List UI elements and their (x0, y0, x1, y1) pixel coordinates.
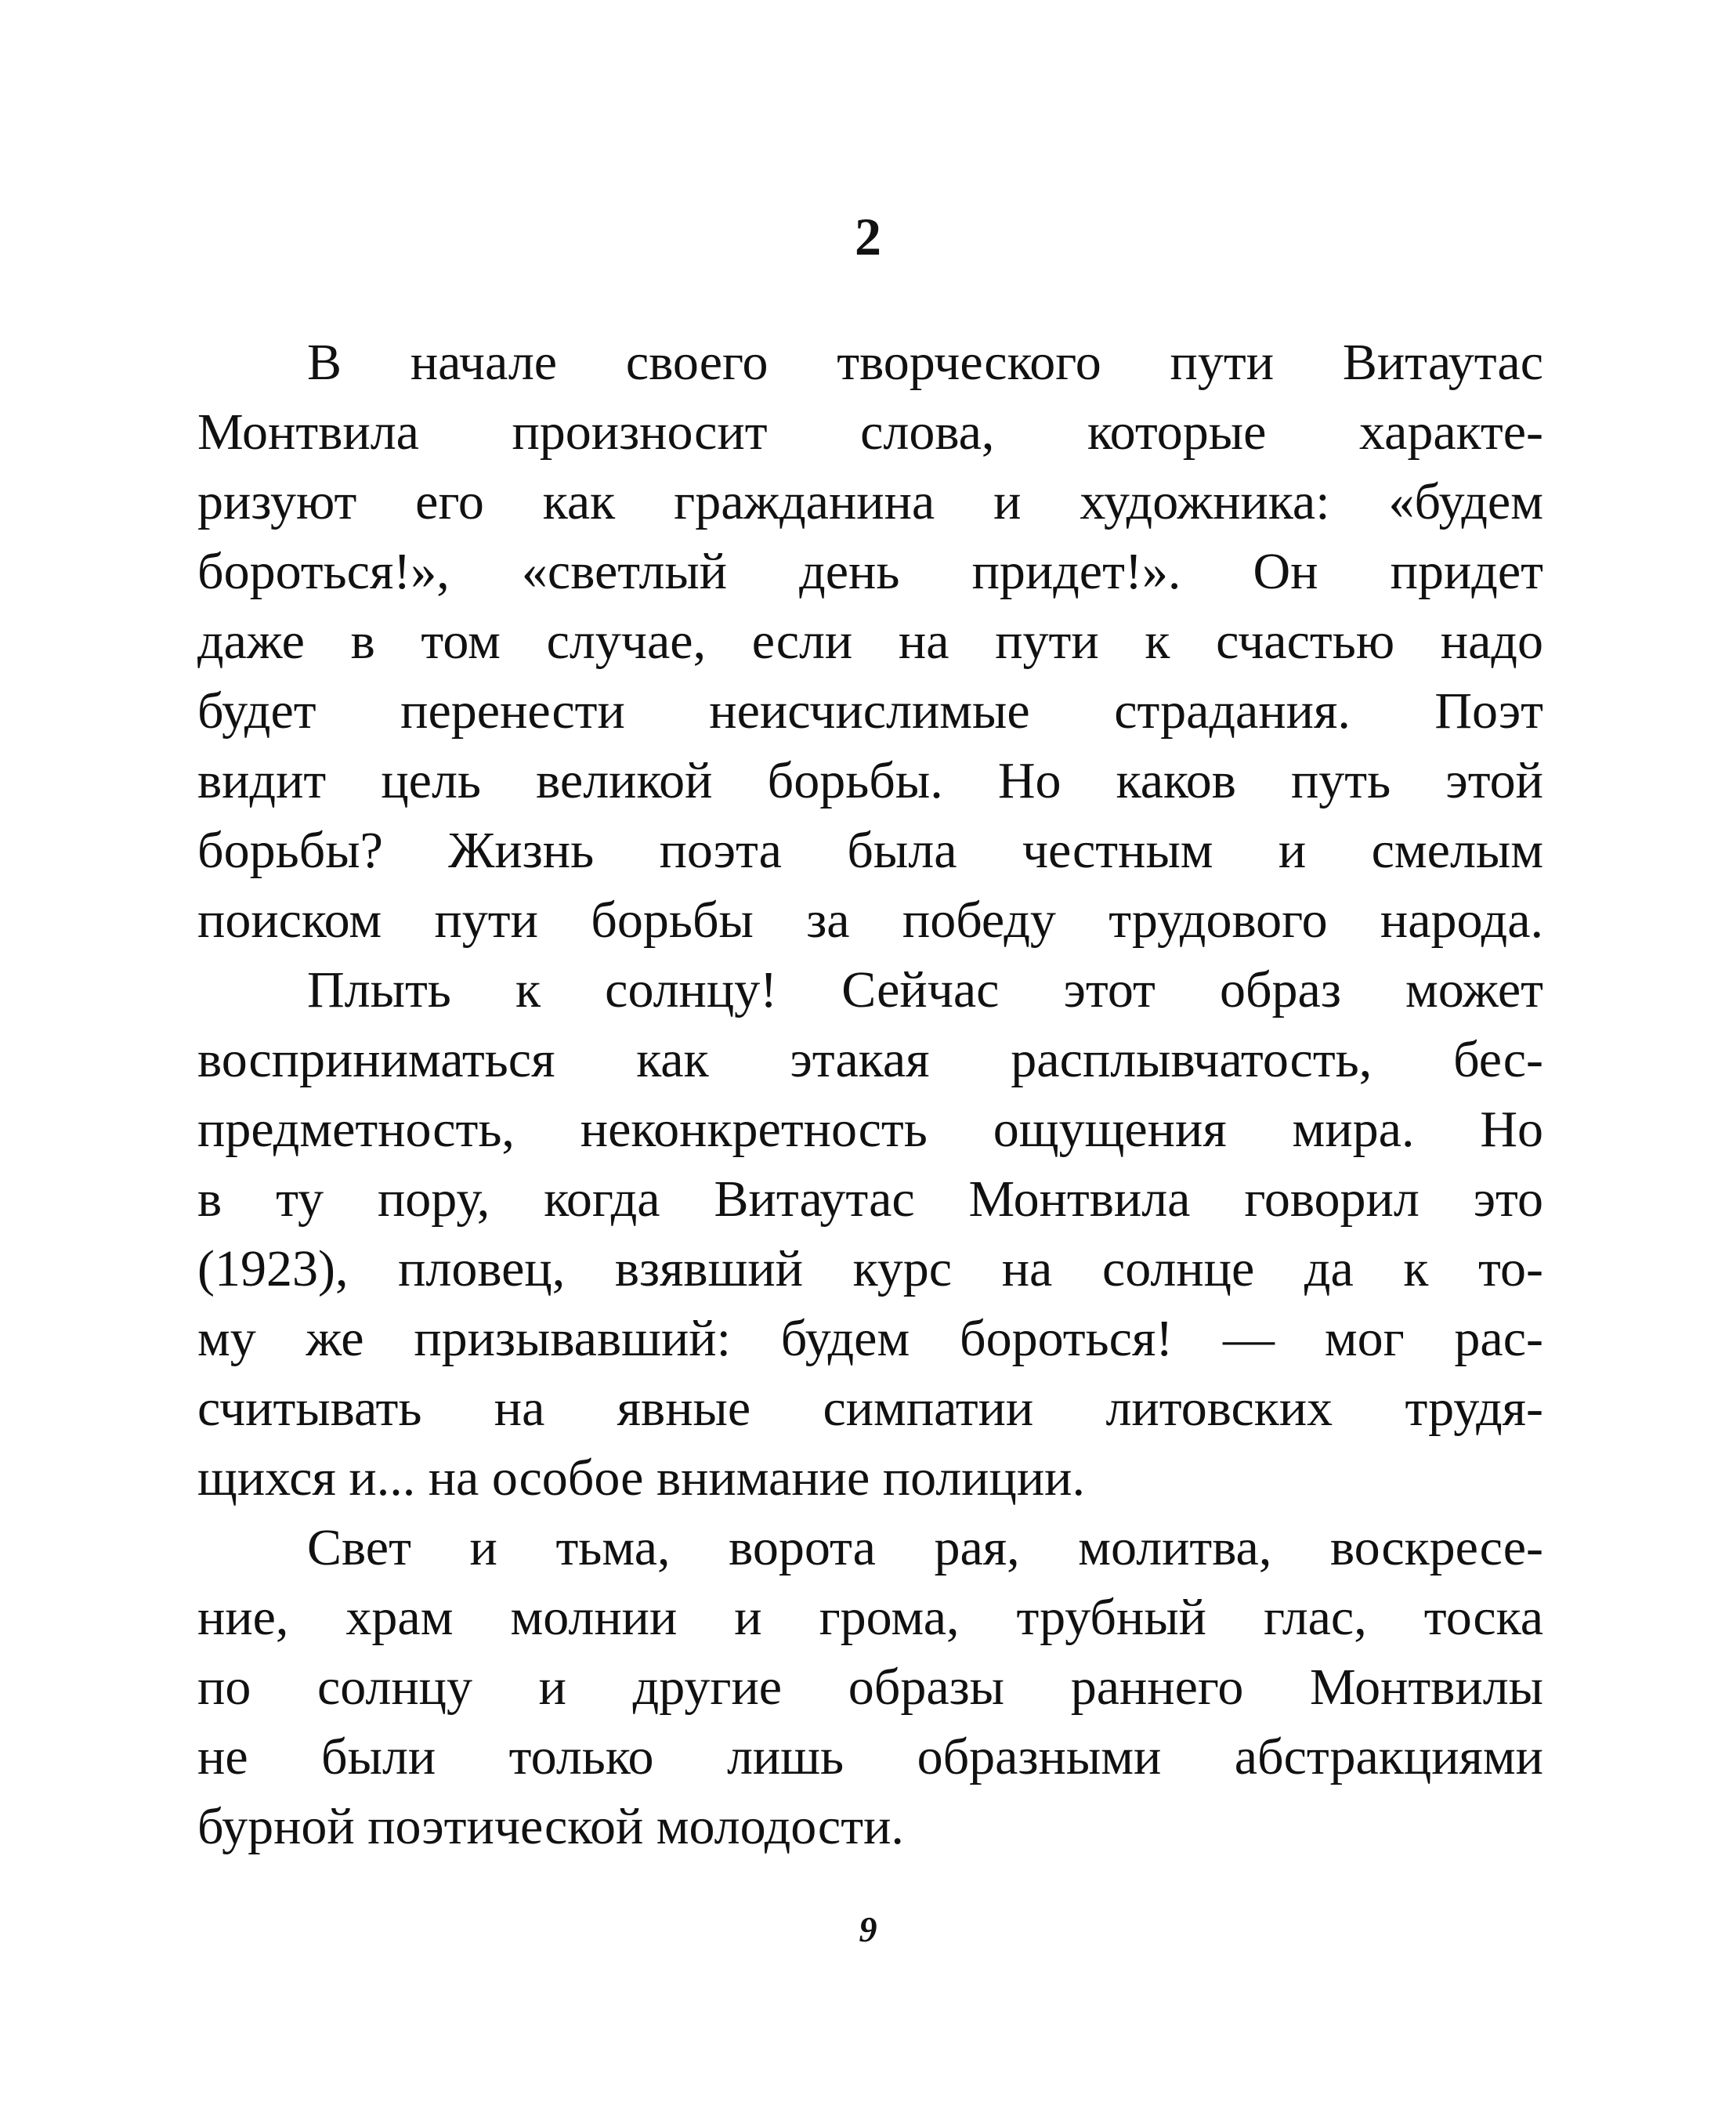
paragraph-1-line-1: В начале своего творческого пути Витаутас (307, 334, 1543, 391)
paragraph-1-line-3: ризуют его как гражданина и художника: «будем (197, 473, 1543, 530)
page-number: 9 (859, 1909, 877, 1949)
paragraph-2-line-6: му же призывавший: будем бороться! — мог рас- (197, 1310, 1543, 1367)
paragraph-3-line-1: Свет и тьма, ворота рая, молитва, воскресе- (307, 1519, 1543, 1576)
paragraph-1-line-8: борьбы? Жизнь поэта была честным и смелым (197, 822, 1543, 879)
paragraph-3-line-3: по солнцу и другие образы раннего Монтвилы (197, 1659, 1543, 1716)
paragraph-3-line-4: не были только лишь образными абстракциями (197, 1728, 1543, 1785)
body-text (197, 327, 1543, 1861)
paragraph-1-line-9: поиском пути борьбы за победу трудового народа. (197, 892, 1543, 949)
paragraph-2-line-3: предметность, неконкретность ощущения мира. Но (197, 1101, 1543, 1158)
paragraph-3-line-2: ние, храм молнии и грома, трубный глас, тоска (197, 1589, 1543, 1646)
paragraph-2-line-4: в ту пору, когда Витаутас Монтвила говорил это (197, 1170, 1543, 1228)
paragraph-2-line-5: (1923), пловец, взявший курс на солнце да к то- (197, 1240, 1543, 1297)
paragraph-2-line-1: Плыть к солнцу! Сейчас этот образ может (307, 961, 1543, 1018)
paragraph-1-line-5: даже в том случае, если на пути к счастью надо (197, 613, 1543, 670)
paragraph-1-line-2: Монтвила произносит слова, которые характе- (197, 403, 1543, 461)
paragraph-1-line-6: будет перенести неисчислимые страдания. Поэт (197, 682, 1543, 740)
paragraph-1-line-7: видит цель великой борьбы. Но каков путь этой (197, 752, 1543, 809)
paragraph-1-line-4: бороться!», «светлый день придет!». Он придет (197, 543, 1543, 600)
paragraph-2-line-2: восприниматься как этакая расплывчатость, бес- (197, 1031, 1543, 1088)
paragraph-2-line-8: щихся и... на особое внимание полиции. (197, 1449, 1085, 1507)
paragraph-2-line-7: считывать на явные симпатии литовских трудя- (197, 1380, 1543, 1437)
paragraph-3-line-5: бурной поэтической молодости. (197, 1798, 904, 1855)
chapter-number: 2 (855, 207, 881, 266)
